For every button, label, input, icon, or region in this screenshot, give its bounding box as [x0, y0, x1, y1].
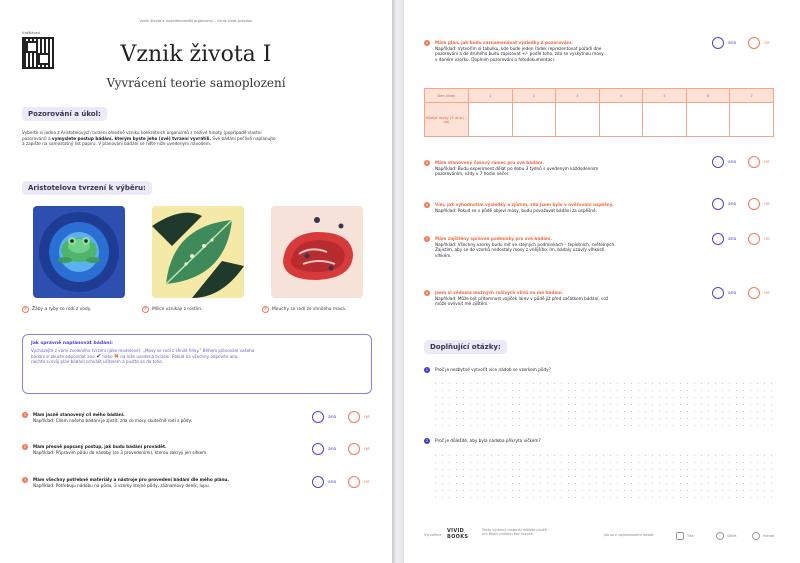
- question-text: [33, 444, 208, 455]
- question-number: 4: [425, 40, 429, 45]
- no-radio[interactable]: [748, 198, 760, 210]
- guide-title: Jak správně naplánovat bádání:: [31, 341, 113, 346]
- yes-radio[interactable]: [312, 476, 324, 488]
- question-8: [424, 290, 714, 310]
- guide-line-2-pre: bádání si zkuste odpovídat ano: [31, 353, 97, 359]
- table-header-row: [425, 89, 774, 103]
- check-icon: ✔: [96, 352, 102, 360]
- table-row-label: Výskyt mosy (+ ano / – ne): [425, 103, 469, 137]
- yes-radio[interactable]: [312, 443, 324, 455]
- no-label: ne: [764, 159, 770, 165]
- table-cell[interactable]: [556, 103, 600, 137]
- table-header-cell: 5: [643, 89, 687, 103]
- planning-guide-box: [22, 334, 372, 394]
- page-subtitle: Vyvrácení teorie samoplození: [106, 76, 286, 90]
- page-gutter: [392, 0, 404, 563]
- no-radio[interactable]: [348, 443, 360, 455]
- question-title: Mám zajištěny správné podmínky pro své bádání.: [435, 236, 553, 241]
- leaf-illustration: [152, 206, 244, 298]
- question-example-1: Například: Budu experiment dělat po dobu 3 týdnů s uvedeným každodenním: [435, 165, 599, 171]
- logo-line-1: VIVID: [447, 528, 465, 534]
- question-example-1: Například: Může být přítomnost vajíček larev v půdě již před začátkem bádání, což: [435, 295, 609, 301]
- question-text: [33, 412, 192, 423]
- yes-label: ano: [728, 159, 737, 165]
- question-example: Například: Potřebuju nádobu na půdu, 3 vzorky stejné půdy, záznamový deník, lupu.: [33, 482, 210, 488]
- guide-line-2-mid: nebo: [101, 353, 114, 359]
- frog-illustration: [33, 206, 125, 298]
- print-icon[interactable]: [676, 532, 684, 540]
- section-observation-heading: Pozorování a úkol:: [22, 107, 107, 121]
- observation-table: [424, 88, 774, 137]
- no-label: ne: [764, 40, 770, 46]
- question-number: 6: [425, 202, 429, 207]
- guide-line-3: nechte si svůj plán bádání schválit učitelem a pusťte se do toho.: [31, 359, 164, 365]
- question-example-1: Například: Všechny vzorky budu mít ve stejných podmínkách – teplotních, světelných.: [435, 241, 616, 247]
- table-header-cell: 7: [730, 89, 774, 103]
- question-text: [435, 202, 614, 213]
- table-cell[interactable]: [686, 103, 730, 137]
- answer-4: [712, 37, 770, 49]
- no-radio[interactable]: [748, 287, 760, 299]
- question-number: 2: [425, 438, 429, 443]
- question-5: [424, 160, 714, 184]
- answer-6: [712, 198, 770, 210]
- yes-label: ano: [728, 201, 737, 207]
- yes-radio[interactable]: [712, 198, 724, 210]
- question-number: 1: [23, 412, 27, 417]
- footer-license-note: [482, 528, 547, 536]
- search-icon[interactable]: [752, 532, 760, 540]
- question-text: [435, 236, 616, 258]
- question-example-3: vlhkém.: [435, 252, 452, 258]
- question-number: 3: [23, 477, 27, 482]
- yes-label: ano: [328, 446, 337, 452]
- extra-question-1: [424, 367, 764, 377]
- question-number: 8: [425, 290, 429, 295]
- answer-2: [312, 443, 370, 455]
- table-header-cell: 2: [512, 89, 556, 103]
- yes-label: ano: [728, 236, 737, 242]
- vividbooks-logo: [447, 528, 468, 540]
- answer-8: [712, 287, 770, 299]
- guide-line-1: Vycházejte z vámi zvoleného tvrzení (jako modelové): „Mosy se rodí z shnilé hlíny." Během plánování vašeho: [31, 348, 255, 353]
- question-example-2: Zajistím, aby se do vzorků nedostaly mosy z vnějšího. Im, bádaly uzavřy vlhkosti,: [435, 247, 606, 253]
- caption-leaf-text: Mšice vznikají z rostlin.: [152, 307, 203, 312]
- section-claims-heading: Aristotelova tvrzení k výběru:: [22, 181, 152, 195]
- yes-label: ano: [728, 290, 737, 296]
- table-header-cell: 6: [686, 89, 730, 103]
- license-line-1: Tento výukový materiál můžete použít: [482, 528, 547, 532]
- extra-question-text: Proč je důležité, aby byla nádoba přikryta víčkem?: [435, 438, 541, 443]
- answer-5: [712, 156, 770, 168]
- table-header-cell: Den (dne): [425, 89, 469, 103]
- answer-1: [312, 411, 370, 423]
- table-header-cell: 1: [469, 89, 513, 103]
- table-cell[interactable]: [469, 103, 513, 137]
- yes-radio[interactable]: [712, 37, 724, 49]
- question-7: [424, 236, 714, 266]
- question-example-2: pozorování a do druhého budu zapisovat +/- podle toho, zda se vyskytnou mosy: [435, 51, 604, 57]
- intro-line-2-pre: pozorování) a: [22, 135, 52, 141]
- question-text: [33, 477, 229, 488]
- table-cell[interactable]: [512, 103, 556, 137]
- intro-paragraph: [22, 130, 374, 147]
- yes-label: ano: [328, 479, 337, 485]
- question-title: Mám přesně popsaný postup, jak budu bádání provádět.: [33, 444, 167, 449]
- no-radio[interactable]: [748, 233, 760, 245]
- footer-hint: Jak se k zajímavostem dostat: [604, 533, 654, 537]
- left-page: [0, 0, 392, 563]
- no-label: ne: [764, 290, 770, 296]
- question-example: Například: Cílem našeho bádání je zjistit, zda se mosy skutečně rodí z půdy.: [33, 417, 192, 423]
- no-radio[interactable]: [348, 411, 360, 423]
- question-example-1: Například: Pokud se v půdě objeví mosy, budu považovat bádání za úspěšné.: [435, 207, 597, 213]
- question-title: Vím, jak vyhodnotím výsledky a zjistím, zda jsem bylo v ověřování úspěšný.: [435, 202, 614, 207]
- question-number: 5: [425, 160, 429, 165]
- qr-label: Vzdělávací: [22, 31, 41, 35]
- question-number: 1: [425, 367, 429, 372]
- table-header-cell: 4: [599, 89, 643, 103]
- no-radio[interactable]: [748, 156, 760, 168]
- intro-line-2-post: Své bádání pečlivě naplánujte: [211, 135, 276, 141]
- answer-area-2[interactable]: [432, 452, 772, 504]
- yes-radio[interactable]: [712, 156, 724, 168]
- table-row: [425, 103, 774, 137]
- yes-label: ano: [328, 414, 337, 420]
- question-example-1: Například: Vytvořím si tabulku, kde bude jeden řádek reprezentovat pořadí dne: [435, 45, 602, 51]
- cross-icon: ✕: [23, 306, 28, 312]
- no-radio[interactable]: [348, 476, 360, 488]
- no-label: ne: [364, 414, 370, 420]
- extra-question-text: Proč je nezbytné vytvořit více nádob se vzorkem půdy?: [435, 367, 551, 372]
- yes-label: ano: [728, 40, 737, 46]
- intro-line-1: Vyberte si jedno z Aristotelových tvrzení ohledně vzniku konkrétních organismů z neživé hmoty (popřípadě vlastní: [22, 130, 262, 135]
- table-header-cell: 3: [556, 89, 600, 103]
- no-label: ne: [364, 479, 370, 485]
- cross-icon: ✕: [263, 306, 268, 312]
- question-title: Mám stanovený časový rámec pro své bádání.: [435, 160, 544, 165]
- meat-illustration: [271, 206, 363, 298]
- caption-meat-text: Mouchy se rodí ze shnilého masa.: [272, 307, 347, 312]
- yes-radio[interactable]: [312, 411, 324, 423]
- table-cell[interactable]: [643, 103, 687, 137]
- share-label: Sdílet: [727, 534, 737, 538]
- cross-icon: ✕: [143, 306, 148, 312]
- guide-line-2-post: na níže uvedená tvrzení. Pokud na všechny odpovíte ano,: [118, 353, 239, 359]
- no-label: ne: [764, 201, 770, 207]
- page-title: Vznik života I: [120, 42, 272, 67]
- answer-7: [712, 233, 770, 245]
- table-cell[interactable]: [599, 103, 643, 137]
- extra-question-2: [424, 438, 764, 448]
- question-title: Mám plán, jak budu zaznamenávat výsledky a pozorování.: [435, 40, 573, 45]
- caption-meat: [262, 306, 346, 313]
- table-cell[interactable]: [730, 103, 774, 137]
- search-label: Hledat: [763, 534, 775, 538]
- cross-icon: ✖: [113, 352, 119, 360]
- running-header: Vznik života a mojedenodušší organismy – Vznik život pravdou: [139, 19, 253, 23]
- question-title: Mám všechny potřebné materiály a nástroje pro provedení bádání dle mého plánu.: [33, 477, 230, 482]
- caption-frog-text: Žáby a ryby se rodí z vody.: [32, 307, 92, 312]
- share-icon[interactable]: [716, 532, 724, 540]
- caption-leaf: [142, 306, 202, 313]
- logo-line-2: BOOKS: [447, 534, 469, 540]
- question-example-2: pozorováním, vždy v 7 hodin večer.: [435, 171, 510, 177]
- answer-3: [312, 476, 370, 488]
- answer-area-1[interactable]: [432, 380, 772, 432]
- question-text: [435, 290, 608, 307]
- question-6: [424, 202, 714, 218]
- yes-radio[interactable]: [712, 287, 724, 299]
- no-label: ne: [764, 236, 770, 242]
- question-title: Jsem si vědomá možných rušivých vlivů na mé bádání.: [435, 290, 564, 295]
- footer-created-by: Vytvořeno: [424, 533, 442, 537]
- question-number: 2: [23, 444, 27, 449]
- license-line-2: pro školní potřebu bez licence.: [482, 532, 534, 536]
- print-label: Tisk: [687, 534, 694, 538]
- question-text: [435, 40, 604, 62]
- question-4: [424, 40, 714, 80]
- question-example-2: může ovlivnit mé zjištění.: [435, 301, 489, 307]
- intro-line-2-bold: vymyslete postup bádání, kterým byste jeho (své) tvrzení vyvrátili.: [51, 135, 212, 141]
- question-number: 7: [425, 236, 429, 241]
- yes-radio[interactable]: [712, 233, 724, 245]
- question-example-3: v daném vzorku. Doplním pozorování o fotodokumentaci.: [435, 56, 556, 62]
- question-text: [435, 160, 598, 177]
- caption-frog: [22, 306, 91, 313]
- question-title: Mám jasně stanovený cíl mého bádání.: [33, 412, 125, 417]
- intro-line-3: a zapište na samostatný list papíru. V plánování bádání se řiďte níže uvedeným návodem.: [22, 141, 212, 147]
- question-example: Například: Připravím půdu do nádoby (se 3 provedeními), kterou zakryji jen sítkem.: [33, 449, 208, 455]
- no-label: ne: [364, 446, 370, 452]
- no-radio[interactable]: [748, 37, 760, 49]
- section-extra-questions-heading: Doplňující otázky:: [424, 340, 507, 354]
